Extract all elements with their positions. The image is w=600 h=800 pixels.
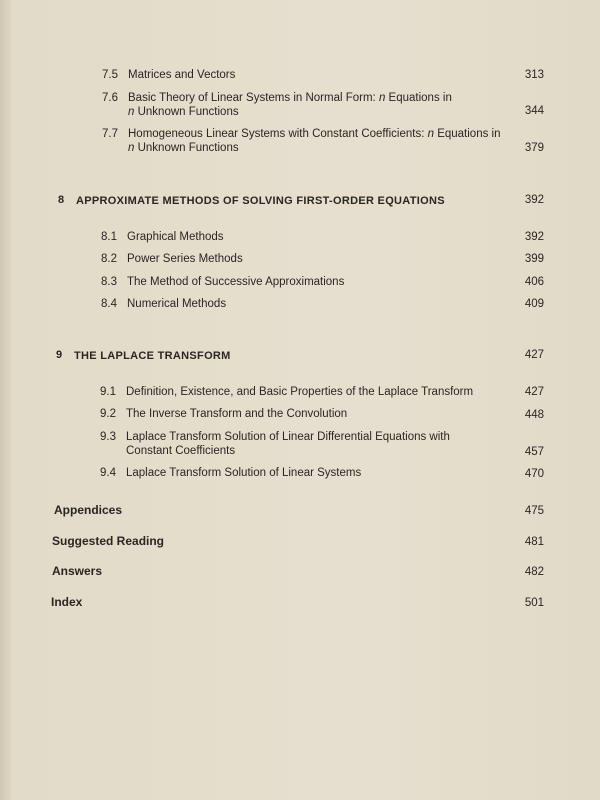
section-number: 8.2 xyxy=(101,253,117,265)
section-title: The Method of Successive Approximations xyxy=(127,276,345,288)
section-title: Graphical Methods xyxy=(127,231,224,243)
page-number: 392 xyxy=(524,231,544,243)
page-number: 482 xyxy=(524,566,544,578)
section-number: 7.7 xyxy=(102,128,118,140)
section-number: 9.4 xyxy=(100,467,116,479)
page-number: 457 xyxy=(524,446,544,458)
section-title-line1: Laplace Transform Solution of Linear Differential Equations with xyxy=(126,431,450,443)
section-title-line1: Homogeneous Linear Systems with Constant Coefficients: n Equations in xyxy=(128,128,501,140)
section-title: Matrices and Vectors xyxy=(128,69,236,81)
section-title: Laplace Transform Solution of Linear Systems xyxy=(126,467,362,479)
page-number: 392 xyxy=(524,194,544,206)
section-number: 8.1 xyxy=(101,231,117,243)
page-number: 470 xyxy=(524,468,544,480)
page-number: 313 xyxy=(524,69,544,81)
answers-title: Answers xyxy=(52,564,103,578)
page-number: 475 xyxy=(524,505,544,517)
section-title-line1: Basic Theory of Linear Systems in Normal Form: n Equations in xyxy=(128,92,452,104)
section-number: 7.5 xyxy=(102,69,118,81)
chapter-number: 8 xyxy=(58,194,65,206)
page-number: 406 xyxy=(524,276,544,288)
section-number: 8.3 xyxy=(101,276,117,288)
index-title: Index xyxy=(51,595,83,609)
section-title: The Inverse Transform and the Convolution xyxy=(126,408,348,420)
suggested-reading-title: Suggested Reading xyxy=(52,534,165,548)
section-number: 9.2 xyxy=(100,408,116,420)
appendices-title: Appendices xyxy=(54,503,123,517)
page-number: 481 xyxy=(524,536,544,548)
page-number: 379 xyxy=(524,142,544,154)
chapter-number: 9 xyxy=(56,349,63,361)
page-number: 409 xyxy=(524,298,544,310)
section-title-line2: n Unknown Functions xyxy=(128,106,239,118)
section-title-line2: Constant Coefficients xyxy=(126,445,236,457)
page-number: 501 xyxy=(524,597,544,609)
page-number: 427 xyxy=(524,349,544,361)
section-title-line2: n Unknown Functions xyxy=(128,142,239,154)
chapter-title: APPROXIMATE METHODS OF SOLVING FIRST-ORDER EQUATIONS xyxy=(76,195,445,207)
section-title: Definition, Existence, and Basic Properties of the Laplace Transform xyxy=(126,386,474,398)
section-number: 9.1 xyxy=(100,386,116,398)
page-number: 448 xyxy=(524,409,544,421)
section-number: 9.3 xyxy=(100,431,116,443)
page-number: 427 xyxy=(524,386,544,398)
section-title: Numerical Methods xyxy=(127,298,227,310)
section-number: 7.6 xyxy=(102,92,118,104)
page-number: 344 xyxy=(524,105,544,117)
page-number: 399 xyxy=(524,253,544,265)
chapter-title: THE LAPLACE TRANSFORM xyxy=(74,350,231,362)
section-number: 8.4 xyxy=(101,298,117,310)
section-title: Power Series Methods xyxy=(127,253,243,265)
